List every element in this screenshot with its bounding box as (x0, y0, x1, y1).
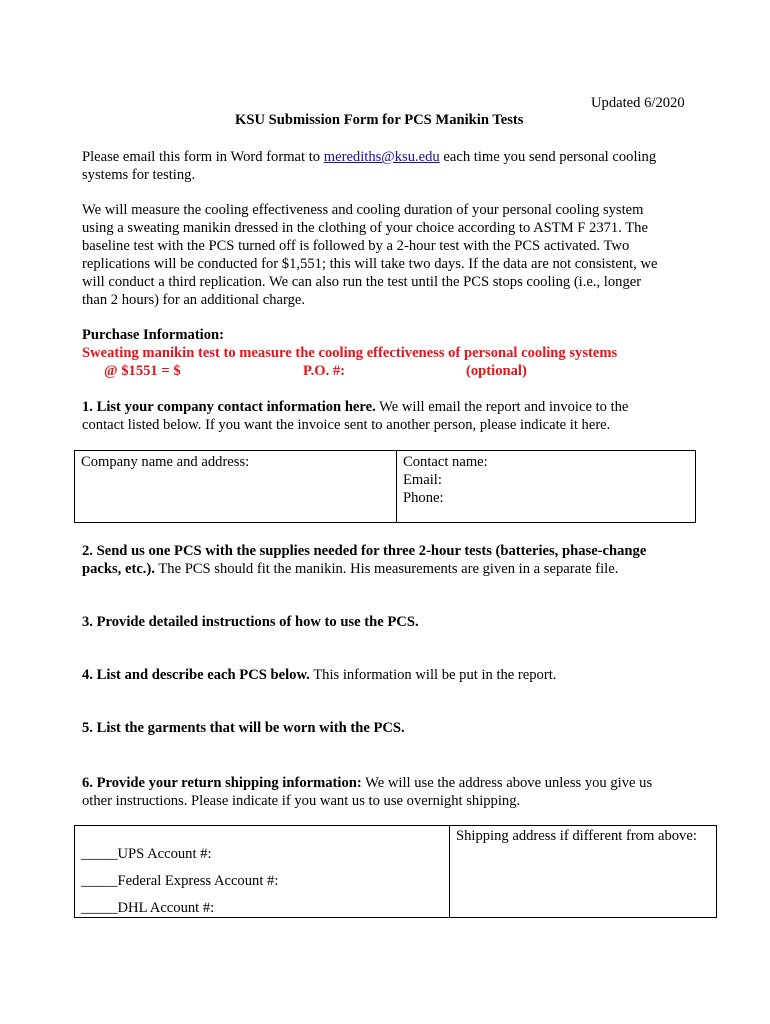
fedex-account-line: _____Federal Express Account #: (81, 873, 279, 889)
description-line: We will measure the cooling effectiveness and cooling duration of your personal cooling system (82, 202, 644, 218)
intro-paragraph (82, 148, 692, 184)
step4-paragraph (82, 666, 556, 684)
description-line: baseline test with the PCS turned off is followed by a 2-hour test with the PCS activated. Two (82, 238, 630, 254)
step2-paragraph (82, 542, 692, 578)
company-cell[interactable] (75, 451, 397, 523)
intro-text-cont: each time you send personal cooling (439, 149, 657, 165)
step4-text: This information will be put in the report. (309, 667, 557, 683)
shipping-table (74, 825, 717, 918)
step6-text-line2: other instructions. Please indicate if you want us to use overnight shipping. (82, 793, 521, 809)
step6-paragraph (82, 774, 692, 810)
purchase-test-line: Sweating manikin test to measure the cooling effectiveness of personal cooling systems (82, 345, 618, 361)
page-title: KSU Submission Form for PCS Manikin Tests (235, 112, 524, 128)
description-line: than 2 hours) for an additional charge. (82, 292, 306, 308)
purchase-price: @ $1551 = $ (104, 363, 181, 379)
step2-heading-line2: packs, etc.). (82, 561, 155, 577)
step6-heading: 6. Provide your return shipping information: (82, 775, 362, 791)
shipping-address-cell[interactable] (450, 826, 717, 918)
purchase-optional: (optional) (466, 363, 527, 379)
intro-text-line2: systems for testing. (82, 167, 196, 183)
shipping-address-label: Shipping address if different from above: (456, 828, 697, 844)
step1-paragraph (82, 398, 692, 434)
contact-table (74, 450, 696, 523)
description-line: replications will be conducted for $1,551; this will take two days. If the data are not consistent, we (82, 256, 658, 272)
step3-heading: 3. Provide detailed instructions of how to use the PCS. (82, 614, 419, 630)
email-label: Email: (403, 472, 442, 488)
step1-heading: 1. List your company contact information here. (82, 399, 376, 415)
description-line: will conduct a third replication. We can also run the test until the PCS stops cooling (i.e., longer (82, 274, 642, 290)
purchase-heading: Purchase Information: (82, 327, 225, 343)
carrier-cell[interactable] (75, 826, 450, 918)
step6-text: We will use the address above unless you give us (361, 775, 653, 791)
dhl-account-line: _____DHL Account #: (81, 900, 215, 916)
step2-heading: 2. Send us one PCS with the supplies needed for three 2-hour tests (batteries, phase-change (82, 543, 647, 559)
updated-date: Updated 6/2020 (591, 95, 685, 111)
step5-heading: 5. List the garments that will be worn with the PCS. (82, 720, 405, 736)
step1-text-line2: contact listed below. If you want the invoice sent to another person, please indicate it here. (82, 417, 611, 433)
phone-label: Phone: (403, 490, 444, 506)
description-line: using a sweating manikin dressed in the clothing of your choice according to ASTM F 2371. The (82, 220, 648, 236)
step1-text: We will email the report and invoice to the (375, 399, 629, 415)
ups-account-line: _____UPS Account #: (81, 846, 212, 862)
step4-heading: 4. List and describe each PCS below. (82, 667, 310, 683)
description-paragraph (82, 201, 692, 309)
email-link[interactable]: merediths@ksu.edu (323, 149, 440, 165)
step2-text: The PCS should fit the manikin. His measurements are given in a separate file. (154, 561, 619, 577)
purchase-po-label: P.O. #: (303, 363, 346, 379)
intro-text: Please email this form in Word format to (82, 149, 324, 165)
company-label: Company name and address: (81, 454, 250, 470)
contact-cell[interactable] (397, 451, 696, 523)
contact-name-label: Contact name: (403, 454, 488, 470)
